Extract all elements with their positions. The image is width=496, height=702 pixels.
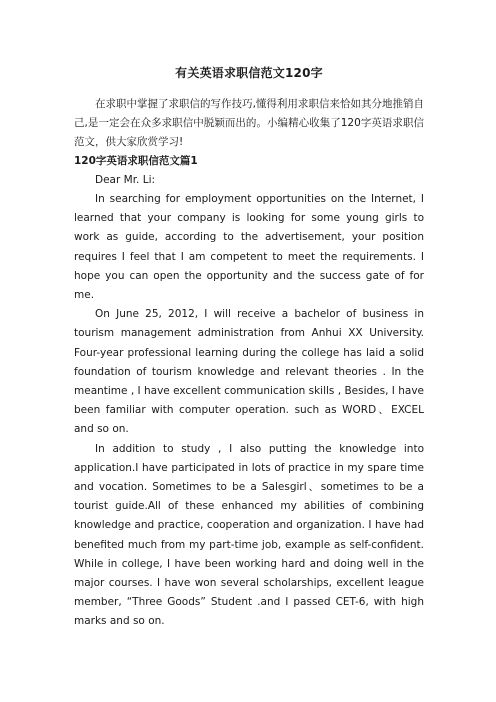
section-heading: 120字英语求职信范文篇1	[74, 155, 198, 167]
document-title: 有关英语求职信范文120字	[175, 66, 323, 80]
letter-paragraph-2: On June 25, 2012, I will receive a bachelor of business in tourism management administration from Anhui XX University. Four-year professional learning during the college has laid a solid foundation of tourism knowledge and relevant theories . In the meantime , I have excellent communication skills , Besides, I have been familiar with computer operation. such as WORD、EXCEL and so on.	[74, 308, 424, 436]
intro-paragraph: 在求职中掌握了求职信的写作技巧,懂得利用求职信来恰如其分地推销自己,是一定会在众多求职信中脱颖而出的。小编精心收集了120字英语求职信范文，供大家欣赏学习!	[74, 98, 424, 148]
letter-paragraph-1: In searching for employment opportunities on the Internet, I learned that your company is looking for some young girls to work as guide, according to the advertisement, your position requires I feel that I am competent to meet the requirements. I hope you can open the opportunity and the success gate of for me.	[74, 193, 424, 302]
letter-salutation: Dear Mr. Li:	[95, 174, 156, 186]
letter-paragraph-3: In addition to study , I also putting the knowledge into application.I have participated in lots of practice in my spare time and vocation. Sometimes to be a Salesgirl、sometimes to be a tourist guide.All of these enhanced my abilities of combining knowledge and practice, cooperation and organization. I have had benefited much from my part-time job, example as self-confident. While in college, I have been working hard and doing well in the major courses. I have won several scholarships, excellent league member, “Three Goods” Student .and I passed CET-6, with high marks and so on.	[74, 442, 424, 628]
